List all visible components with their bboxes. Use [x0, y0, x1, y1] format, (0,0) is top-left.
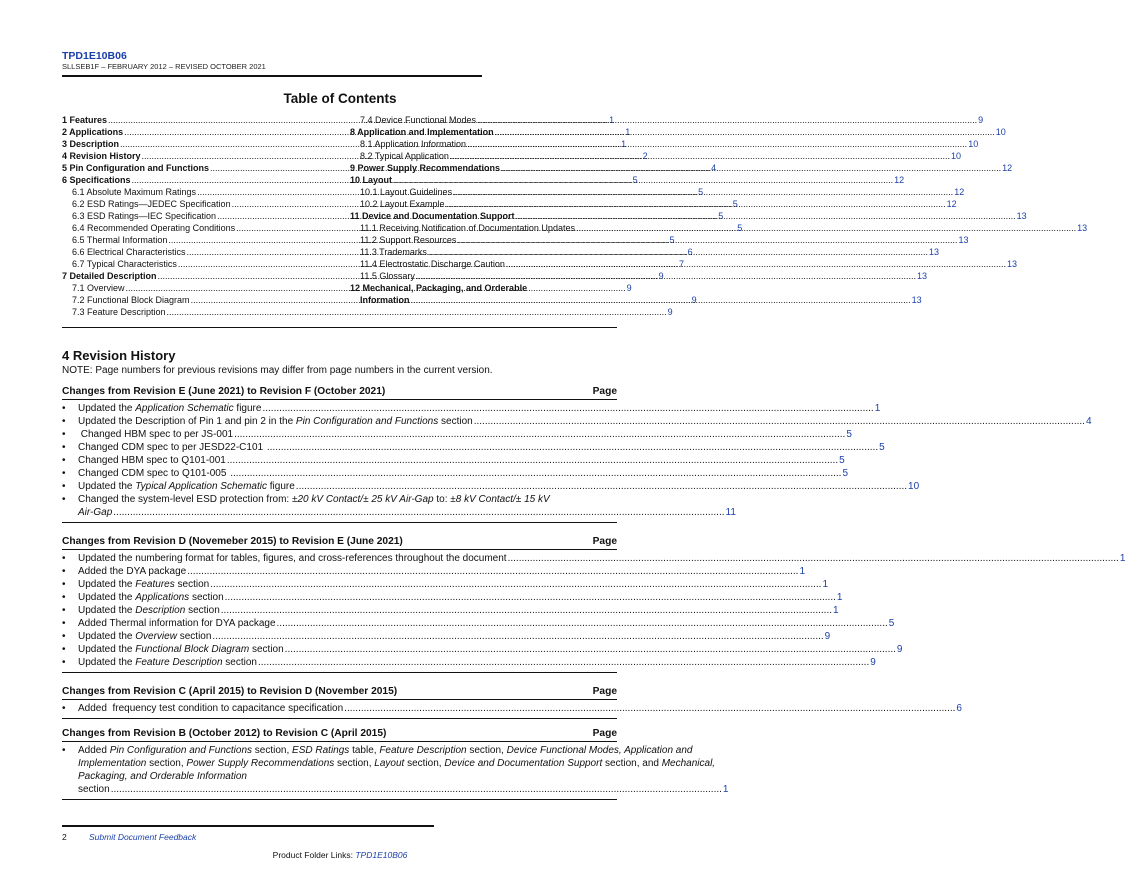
change-block-header: [62, 685, 617, 700]
list-item: • Updated the numbering format for tables, figures, and cross-references throughout the document ..... 1: [62, 552, 617, 565]
page-link[interactable]: 1: [722, 784, 729, 795]
leader-dots: [277, 617, 888, 630]
bullet: •: [62, 566, 66, 577]
part-number[interactable]: TPD1E10B06: [62, 50, 127, 62]
page-link[interactable]: 11: [725, 507, 736, 518]
page-number: 2: [62, 832, 67, 842]
page-link[interactable]: 1: [833, 605, 839, 616]
toc-page-link[interactable]: 13: [916, 271, 927, 281]
list-item: • Updated the Description section ..... 1: [62, 604, 617, 617]
toc-entry-label: 7.4 Device Functional Modes: [360, 115, 477, 125]
leader-dots: [477, 114, 977, 126]
toc-page-link[interactable]: 12: [894, 175, 905, 185]
toc-entry-label: 7.3 Feature Description: [72, 307, 166, 317]
toc-page-link[interactable]: 13: [1077, 223, 1088, 233]
bullet: •: [62, 592, 66, 603]
toc-entry-label: 12 Mechanical, Packaging, and Orderable: [350, 283, 528, 293]
bullet: •: [62, 605, 66, 616]
leader-dots: [285, 643, 896, 656]
toc-entry-label: 11.1 Receiving Notification of Documentation Updates: [360, 223, 575, 233]
page-column-header: Page: [592, 536, 617, 547]
page-link[interactable]: 9: [896, 644, 903, 655]
change-block-heading: Changes from Revision E (June 2021) to Revision F (October 2021): [62, 386, 386, 397]
toc-page-link[interactable]: 12: [954, 187, 965, 197]
bullet: •: [62, 703, 66, 714]
toc-entry-label: 10.2 Layout Example: [360, 199, 445, 209]
leader-dots: [225, 591, 836, 604]
leader-dots: [411, 294, 911, 306]
bullet: •: [62, 468, 66, 479]
toc-page-link[interactable]: 12: [1002, 163, 1013, 173]
block-end-rule: [62, 799, 617, 800]
change-block-heading: Changes from Revision C (April 2015) to Revision D (November 2015): [62, 686, 398, 697]
leader-dots: [450, 150, 950, 162]
list-item: • Updated the Overview section ..... 9: [62, 630, 617, 643]
toc-page-link[interactable]: 10: [968, 139, 979, 149]
leader-dots: [416, 270, 916, 282]
list-item: • Updated the Features section ..... 1: [62, 578, 617, 591]
toc-page-link[interactable]: 4: [711, 163, 717, 173]
air-gap-line2: Air-Gap: [78, 507, 113, 518]
block-end-rule: [62, 522, 617, 523]
header-rule: [62, 75, 482, 77]
product-folder-link[interactable]: TPD1E10B06: [355, 850, 408, 860]
toc-entry-label: 11.3 Trademarks: [360, 247, 427, 257]
air-gap-line1: ±8 kV Contact/± 15 kV: [450, 494, 550, 505]
leader-dots: [344, 702, 955, 715]
toc-title: Table of Contents: [283, 91, 397, 106]
toc-entry[interactable]: [350, 198, 957, 210]
bullet: •: [62, 657, 66, 668]
toc-entry-label: 6.2 ESD Ratings—JEDEC Specification: [72, 199, 231, 209]
leader-dots: [467, 138, 967, 150]
toc-page-link[interactable]: 6: [687, 247, 693, 257]
revision-note: NOTE: Page numbers for previous revisions may differ from page numbers in the current version.: [62, 365, 493, 376]
toc-page-link[interactable]: 5: [669, 235, 675, 245]
toc-page-link[interactable]: 10: [951, 151, 962, 161]
toc-entry-label: 7.1 Overview: [72, 283, 125, 293]
page-link[interactable]: 9: [824, 631, 831, 642]
list-item: • Added Pin Configuration and Functions section, ESD Ratings table, Feature Description section, Device Functional Modes, Application and Implementation section, Power Supply Recommendations section, Layout section, Device and Documentation Support section, and Mechanical, Packaging, and Orderable Information section ..... 1: [62, 744, 617, 796]
list-item: • Changed HBM spec to per JS-001 ..... 5: [62, 428, 617, 441]
list-item: • Updated the Functional Block Diagram section ..... 9: [62, 643, 617, 656]
toc-entry-label: 6.7 Typical Characteristics: [72, 259, 177, 269]
bullet: •: [62, 745, 66, 756]
change-block-heading: Changes from Revision D (Novemeber 2015) to Revision E (June 2021): [62, 536, 403, 547]
toc-entry[interactable]: [350, 174, 905, 186]
leader-dots: [167, 306, 667, 318]
toc-entry-label: 6.4 Recommended Operating Conditions: [72, 223, 236, 233]
bullet: •: [62, 442, 66, 453]
bullet: •: [62, 416, 66, 427]
toc-entry-label: 6.3 ESD Ratings—IEC Specification: [72, 211, 217, 221]
toc-entry[interactable]: [350, 222, 1088, 234]
list-item: • Updated the Description of Pin 1 and pin 2 in the Pin Configuration and Functions section ..... 4: [62, 415, 617, 428]
leader-dots: [508, 552, 1119, 565]
toc-entry-label: 11 Device and Documentation Support: [350, 211, 515, 221]
toc-entry-label: 10.1 Layout Guidelines: [360, 187, 453, 197]
toc-page-link[interactable]: 12: [946, 199, 957, 209]
list-item: • Updated the Application Schematic figure ..... 1: [62, 402, 617, 415]
leader-dots: [446, 198, 946, 210]
toc-entry-label: 11.4 Electrostatic Discharge Caution: [360, 259, 505, 269]
toc-page-link[interactable]: 13: [911, 295, 922, 305]
toc-entry[interactable]: [350, 126, 1006, 138]
bullet: •: [62, 403, 66, 414]
leader-dots: [227, 454, 838, 467]
toc-entry-label: 1 Features: [62, 115, 108, 125]
change-block-header: [62, 535, 617, 550]
toc-entry[interactable]: [62, 306, 673, 318]
page-link[interactable]: 5: [839, 455, 845, 466]
leader-dots: [501, 162, 1001, 174]
list-item: • Added the DYA package ..... 1: [62, 565, 617, 578]
leader-dots: [221, 604, 832, 617]
toc-entry[interactable]: [350, 258, 1018, 270]
toc-entry[interactable]: [350, 282, 617, 294]
leader-dots: [495, 126, 995, 138]
bullet: •: [62, 631, 66, 642]
leader-dots: [267, 441, 878, 454]
list-item: • Added frequency test condition to capacitance specification ..... 6: [62, 702, 617, 715]
bullet: •: [62, 481, 66, 492]
toc-page-link[interactable]: 1: [609, 115, 615, 125]
toc-entry-label: 6.1 Absolute Maximum Ratings: [72, 187, 197, 197]
leader-dots: [187, 565, 798, 578]
toc-entry-label: 6.6 Electrical Characteristics: [72, 247, 186, 257]
toc-entry-label: 2 Applications: [62, 127, 124, 137]
toc-entry-label: 8.1 Application Information: [360, 139, 467, 149]
toc-entry-label: Information: [360, 295, 410, 305]
toc-page-link[interactable]: 1: [621, 139, 627, 149]
leader-dots: [234, 428, 845, 441]
page-link[interactable]: 5: [846, 429, 852, 440]
list-item: • Changed CDM spec to per JESD22-C101 ..... 5: [62, 441, 617, 454]
leader-dots: [262, 402, 873, 415]
toc-page-link[interactable]: 5: [732, 199, 738, 209]
bullet: •: [62, 579, 66, 590]
toc-right-column: [350, 114, 1088, 306]
page-link[interactable]: 4: [1085, 416, 1092, 427]
block-end-rule: [62, 672, 617, 673]
page-link[interactable]: 6: [956, 703, 962, 714]
change-block-rev-d: [62, 685, 962, 719]
toc-page-link[interactable]: 2: [642, 151, 648, 161]
list-item: • Changed CDM spec to Q101-005 ..... 5: [62, 467, 617, 480]
toc-entry-label: 11.2 Support Resources: [360, 235, 457, 245]
submit-feedback-link[interactable]: Submit Document Feedback: [89, 832, 197, 842]
bullet: •: [62, 455, 66, 466]
toc-entry[interactable]: [350, 162, 1013, 174]
leader-dots: [516, 210, 1016, 222]
toc-entry-label: 8.2 Typical Application: [360, 151, 449, 161]
bullet: •: [62, 553, 66, 564]
change-block-rev-c: [62, 727, 729, 800]
toc-entry-label: 7 Detailed Description: [62, 271, 157, 281]
toc-entry-label: 3 Description: [62, 139, 120, 149]
list-item: • Updated the Typical Application Schematic figure ..... 10: [62, 480, 617, 493]
leader-dots: [296, 480, 907, 493]
page-link[interactable]: 1: [874, 403, 881, 414]
page-link[interactable]: 1: [822, 579, 828, 590]
toc-entry-label: 4 Revision History: [62, 151, 141, 161]
toc-entry[interactable]: [350, 186, 965, 198]
leader-dots: [506, 258, 1006, 270]
toc-entry-label: 6 Specifications: [62, 175, 131, 185]
section-title: 4 Revision History: [62, 348, 176, 363]
toc-page-link[interactable]: 1: [625, 127, 631, 137]
list-item: • Updated the Feature Description section ..... 9: [62, 656, 617, 669]
list-item: • Added Thermal information for DYA package ..... 5: [62, 617, 617, 630]
toc-page-link[interactable]: 13: [1007, 259, 1018, 269]
leader-dots: [212, 630, 823, 643]
page-link[interactable]: 5: [888, 618, 895, 629]
toc-entry[interactable]: [350, 234, 969, 246]
bullet: •: [62, 429, 66, 440]
toc-page-link[interactable]: 13: [958, 235, 969, 245]
toc-entry[interactable]: [350, 294, 922, 306]
page-link[interactable]: 5: [842, 468, 848, 479]
footer: [62, 825, 434, 842]
toc-page-link[interactable]: 13: [928, 247, 939, 257]
toc-entry-label: 9 Power Supply Recommendations: [350, 163, 501, 173]
product-folder-links: Product Folder Links: TPD1E10B06: [272, 850, 408, 860]
toc-entry-label: 5 Pin Configuration and Functions: [62, 163, 209, 173]
page-link[interactable]: 5: [879, 442, 885, 453]
toc-entry[interactable]: [350, 246, 939, 258]
toc-entry[interactable]: [350, 150, 962, 162]
toc-entry[interactable]: [350, 138, 979, 150]
toc-page-link[interactable]: 7: [679, 259, 685, 269]
bullet: •: [62, 644, 66, 655]
toc-entry-label: 7.2 Functional Block Diagram: [72, 295, 190, 305]
bullet: •: [62, 494, 66, 505]
toc-page-link[interactable]: 9: [978, 115, 984, 125]
toc-page-link[interactable]: 10: [995, 127, 1006, 137]
list-item: • Changed the system-level ESD protection from: ±20 kV Contact/± 25 kV Air-Gap to: ±8 kV Contact/± 15 kV Air-Gap ..... 11: [62, 493, 617, 519]
toc-entry-label: 10 Layout: [350, 175, 393, 185]
leader-dots: [576, 222, 1076, 234]
page-column-header: Page: [592, 386, 617, 397]
revision-line: SLLSEB1F – FEBRUARY 2012 – REVISED OCTOBER 2021: [62, 62, 266, 71]
list-item: • Changed HBM spec to Q101-001 ..... 5: [62, 454, 617, 467]
toc-page-link[interactable]: 5: [698, 187, 704, 197]
toc-page-link[interactable]: 5: [718, 211, 724, 221]
toc-entry-label: 6.5 Thermal Information: [72, 235, 168, 245]
toc-divider: [62, 327, 617, 328]
toc-entry-label: 11.5 Glossary: [360, 271, 415, 281]
change-block-header: [62, 385, 617, 400]
change-block-rev-e: [62, 535, 1125, 673]
page-column-header: Page: [592, 686, 617, 697]
change-block-heading: Changes from Revision B (October 2012) to Revision C (April 2015): [62, 728, 387, 739]
document-header: [62, 50, 482, 77]
page-link[interactable]: 1: [1119, 553, 1125, 564]
leader-dots: [428, 246, 928, 258]
list-item: • Updated the Applications section ..... 1: [62, 591, 617, 604]
leader-dots: [474, 415, 1085, 428]
toc-page-link[interactable]: 9: [667, 307, 673, 317]
leader-dots: [258, 656, 869, 669]
page-link[interactable]: 1: [799, 566, 806, 577]
toc-entry[interactable]: [350, 210, 1027, 222]
toc-page-link[interactable]: 9: [626, 283, 632, 293]
toc-entry[interactable]: [350, 114, 984, 126]
leader-dots: [393, 174, 893, 186]
leader-dots: [457, 234, 957, 246]
leader-dots: [230, 467, 841, 480]
page-link[interactable]: 9: [870, 657, 876, 668]
toc-entry-label: 8 Application and Implementation: [350, 127, 494, 137]
toc-page-link[interactable]: 9: [658, 271, 664, 281]
change-block-rev-f: [62, 385, 1092, 523]
toc-page-link[interactable]: 9: [691, 295, 697, 305]
toc-page-link[interactable]: 5: [737, 223, 743, 233]
page-link[interactable]: 1: [836, 592, 843, 603]
toc-entry[interactable]: [350, 270, 927, 282]
toc-page-link[interactable]: 13: [1016, 211, 1027, 221]
page-column-header: Page: [592, 728, 617, 739]
leader-dots: [453, 186, 953, 198]
leader-dots: [210, 578, 821, 591]
bullet: •: [62, 618, 66, 629]
change-block-header: [62, 727, 617, 742]
toc-page-link[interactable]: 5: [632, 175, 638, 185]
page-link[interactable]: 10: [908, 481, 920, 492]
block-end-rule: [62, 718, 617, 719]
